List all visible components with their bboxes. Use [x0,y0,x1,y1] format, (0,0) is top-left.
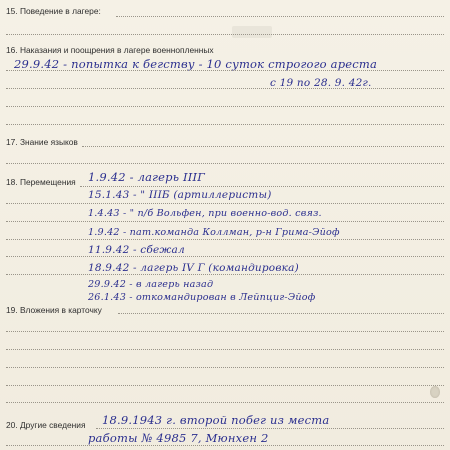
field-18-line-6 [6,274,444,275]
field-20-line-1 [96,428,444,429]
movement-entry: 1.9.42 - лагерь IIIГ [88,170,206,184]
field-17-line [82,146,444,147]
field-16-line-1 [6,70,444,71]
field-20-handwriting-2: работы № 4985 7, Мюнхен 2 [88,431,269,445]
field-17-line-2 [6,163,444,164]
field-16-handwriting-1: 29.9.42 - попытка к бегству - 10 суток строгого ареста [14,57,378,71]
field-16-line-4 [6,124,444,125]
field-19-line-5 [6,385,444,386]
movement-entry: 15.1.43 - " IIIБ (артиллеристы) [88,189,272,201]
field-19-line-2 [6,331,444,332]
field-18-line-5 [6,256,444,257]
field-16-line-3 [6,106,444,107]
field-20-line-2 [6,445,444,446]
field-15-line-2 [6,34,444,35]
field-20-label: 20. Другие сведения [6,420,86,430]
field-19-line-4 [6,367,444,368]
field-20-handwriting-1: 18.9.1943 г. второй побег из места [102,413,330,427]
movement-entry: 11.9.42 - сбежал [88,244,185,256]
field-19-line-6 [6,402,444,403]
field-15-line [116,16,444,17]
field-16-handwriting-2: с 19 по 28. 9. 42г. [270,77,372,89]
field-17-label: 17. Знание языков [6,137,78,147]
punch-hole [430,386,440,398]
movement-entry: 1.9.42 - пат.команда Коллман, р-н Грима-Эйоф [88,227,340,238]
movement-entry: 29.9.42 - в лагерь назад [88,279,214,290]
field-18-line-2 [6,203,444,204]
field-16-line-2 [6,88,444,89]
field-15-label: 15. Поведение в лагере: [6,6,101,16]
movement-entry: 26.1.43 - откомандирован в Лейпциг-Эйоф [88,292,316,303]
field-18-line-1 [80,186,444,187]
field-19-label: 19. Вложения в карточку [6,305,102,315]
field-16-label: 16. Наказания и поощрения в лагере военнопленных [6,45,214,55]
movement-entry: 1.4.43 - " п/б Вольфен, при военно-вод. связ. [88,208,322,219]
field-18-line-3 [6,221,444,222]
field-18-line-4 [6,239,444,240]
field-18-label: 18. Перемещения [6,177,76,187]
field-19-line [118,313,444,314]
faded-stamp [232,26,272,38]
movement-entry: 18.9.42 - лагерь IV Г (командировка) [88,262,299,274]
field-19-line-3 [6,349,444,350]
